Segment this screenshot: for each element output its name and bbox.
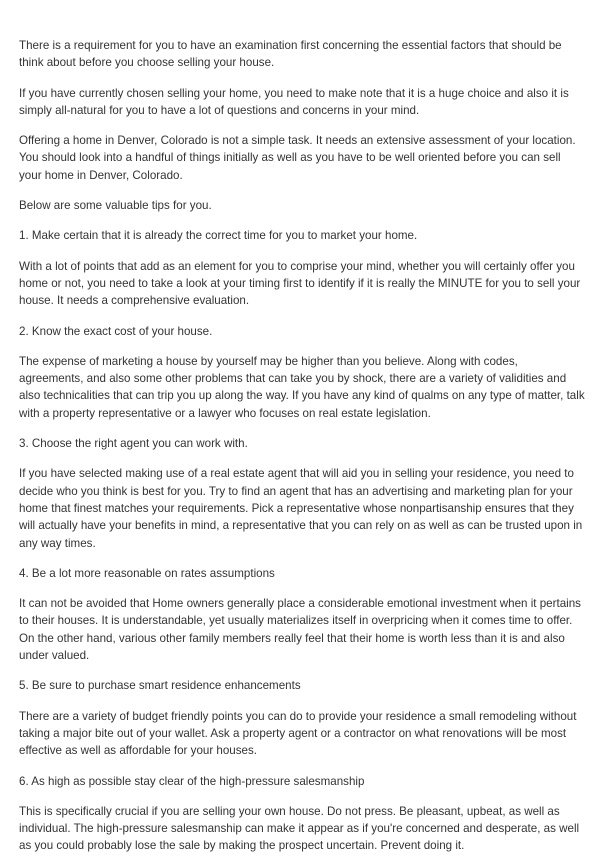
tip-body-3: If you have selected making use of a real estate agent that will aid you in selling your residence, you need to decide who you think is best for you. Try to find an agent that has an advertising and marketing plan for your home that finest matches your requirements. Pick a representative whose nonpartisanship ensures that they will actually have your benefits in mind, a representative that you can rely on as well as can be trusted upon in any way times. — [19, 467, 583, 550]
tip-body-1: With a lot of points that add as an element for you to comprise your mind, whether you will certainly offer you home or not, you need to take a look at your timing first to identify if it is really the MINUTE for you to sell your house. It needs a comprehensive evaluation. — [19, 259, 581, 308]
tip-heading-4: 4. Be a lot more reasonable on rates assumptions — [19, 566, 275, 580]
paragraph-decision: If you have currently chosen selling your home, you need to make note that it is a huge choice and also it is simply all-natural for you to have a lot of questions and concerns in your mind. — [19, 86, 569, 117]
tip-heading-1: 1. Make certain that it is already the correct time for you to market your home. — [19, 229, 418, 243]
tip-body-2: The expense of marketing a house by yourself may be higher than you believe. Along with codes, agreements, and also some other problems that can take you by shock, there are a variety of validities and also technicalities that can trip you up along the way. If you have any kind of qualms on any type of matter, talk with a property representative or a lawyer who focuses on real estate legislation. — [19, 354, 585, 420]
tip-body-4: It can not be avoided that Home owners generally place a considerable emotional investment when it pertains to their houses. It is understandable, yet usually materializes itself in overpricing when it comes time to offer. On the other hand, various other family members really feel that their home is worth less than it is and also under valued. — [19, 597, 581, 663]
tip-heading-3: 3. Choose the right agent you can work with. — [19, 437, 248, 451]
tip-body-6: This is specifically crucial if you are selling your own house. Do not press. Be pleasant, upbeat, as well as individual. The high-pressure salesmanship can make it appear as if you're concerned and desperate, as well as you could probably lose the sale by making the prospect uncertain. Prevent doing it. — [19, 804, 580, 853]
paragraph-tips-intro: Below are some valuable tips for you. — [19, 199, 212, 213]
article-body — [19, 37, 585, 868]
tip-heading-5: 5. Be sure to purchase smart residence enhancements — [19, 679, 301, 693]
tip-body-5: There are a variety of budget friendly points you can do to provide your residence a small remodeling without taking a major bite out of your wallet. Ask a property agent or a contractor on what renovations will be most effective as well as affordable for your houses. — [19, 709, 577, 758]
paragraph-intro: There is a requirement for you to have an examination first concerning the essential factors that should be think about before you choose selling your house. — [19, 39, 562, 70]
tip-heading-2: 2. Know the exact cost of your house. — [19, 324, 213, 338]
tip-heading-6: 6. As high as possible stay clear of the high-pressure salesmanship — [19, 774, 365, 788]
paragraph-denver: Offering a home in Denver, Colorado is not a simple task. It needs an extensive assessment of your location. You should look into a handful of things initially as well as you have to be well oriented before you can sell your home in Denver, Colorado. — [19, 134, 576, 182]
